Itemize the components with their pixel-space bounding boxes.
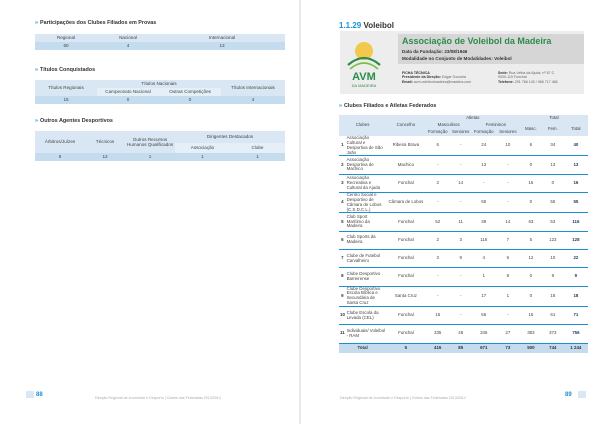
sede-postal: 9000-115 Funchal [498,75,527,80]
m-seniores: 14 [450,174,472,192]
club-concelho: Funchal [386,306,425,324]
f-seniores: - [496,174,520,192]
page-title [339,21,394,30]
header-campeonato-nacional: Campeonato Nacional [97,88,159,96]
table-total-row [339,343,588,353]
club-concelho: Câmara de Lobos [386,192,425,212]
m-seniores: - [450,306,472,324]
m-seniores: 9 [450,249,472,267]
m-seniores: 3 [450,231,472,249]
f-seniores: 14 [496,213,520,231]
m-formacao: - [426,192,450,212]
header-titulos-regionais: Títulos Regionais [35,80,97,96]
total-label: Total [339,343,386,353]
club-concelho: Ribeira Brava [386,136,425,156]
value-regional: 60 [35,42,97,50]
header-regional: Regional [35,34,97,42]
section-title-text: Títulos Conquistados [40,67,96,73]
phone-label: Telefone: [498,79,514,84]
f-formacao: 55 [472,192,496,212]
page-number-box [26,391,34,398]
header-total-col: Total [564,122,588,136]
value-internacional: 13 [159,42,285,50]
total-fem: 123 [542,231,564,249]
club-name: Club Sport Marítimo da Madeira [346,213,387,231]
table-header-row [35,80,285,88]
club-name: Club Sports da Madeira [346,231,387,249]
header-m-seniores: Seniores [450,129,472,136]
section-title-text: Participações dos Clubes Filiados em Provas [40,20,157,26]
value-nacional: 4 [97,42,159,50]
f-seniores: - [496,156,520,174]
f-seniores: 8 [496,268,520,286]
club-name: Associação de Voleibol da Madeira [402,36,552,46]
row-number: 4 [339,192,346,212]
club-concelho: Funchal [386,213,425,231]
club-name: Associação Recreativa e Cultural da Ajuda [346,174,387,192]
table-row [339,192,588,212]
total-masc: 6 [520,136,542,156]
header-masculinos: Masculinos [426,122,472,129]
participacoes-table [35,34,285,50]
row-number: 2 [339,156,346,174]
footer-text: Direção Regional de Juventude e Desporto | Clubes das Federadas 2013/2014 [340,396,466,400]
table-row [339,136,588,156]
table-row [339,325,588,343]
total-masc: 0 [520,156,542,174]
value-titulos-internacionais: 4 [221,96,285,104]
header-f-seniores: Seniores [496,129,520,136]
total-row: 116 [564,213,588,231]
row-number: 9 [339,286,346,306]
header-nacional: Nacional [97,34,159,42]
club-name: Associação Cultural e Desportiva de São João [346,136,387,156]
double-chevron-right-icon: » [35,67,38,73]
total-fem: 10 [542,249,564,267]
section-title-participacoes [35,20,156,26]
sede-label: Sede: [498,71,508,75]
club-concelho: Funchal [386,325,425,343]
total-masc: 15 [520,306,542,324]
f-seniores: - [496,306,520,324]
row-number: 5 [339,213,346,231]
header-fem: Fem. [542,122,564,136]
m-formacao: 6 [426,136,450,156]
total-fem: 61 [542,306,564,324]
row-number: 10 [339,306,346,324]
total-f-formacao: 671 [472,343,496,353]
total-masc: 12 [520,249,542,267]
total-row: 9 [564,268,588,286]
club-concelho: Santa Cruz [386,286,425,306]
club-info-card [340,31,584,94]
total-masc: 0 [520,192,542,212]
value-tecnicos: 12 [85,153,125,161]
m-formacao: 52 [426,213,450,231]
header-femininos: Femininos [472,122,520,129]
value-campeonato-nacional: 0 [97,96,159,104]
club-name: Individuais/ Voleibol - RAM [346,325,387,343]
f-seniores: 10 [496,136,520,156]
value-titulos-regionais: 15 [35,96,97,104]
header-tecnicos: Técnicos [85,131,125,153]
row-number: 1 [339,136,346,156]
m-formacao: 3 [426,249,450,267]
value-outros-recursos: 1 [125,153,175,161]
f-formacao: 56 [472,306,496,324]
total-fem: 55 [542,192,564,212]
ficha-contact [498,71,558,84]
total-all: 1 244 [564,343,588,353]
row-number: 7 [339,249,346,267]
total-fem: 34 [542,136,564,156]
double-chevron-right-icon: » [339,103,342,109]
double-chevron-right-icon: » [35,20,38,26]
value-arbitros: 6 [35,153,85,161]
f-formacao: 17 [472,286,496,306]
total-fem: 53 [542,213,564,231]
f-seniores: - [496,192,520,212]
total-masc: 16 [520,174,542,192]
f-seniores: 7 [496,231,520,249]
header-m-formacao: Formação [426,129,450,136]
m-formacao: - [426,156,450,174]
section-title-titulos [35,67,95,73]
total-m-seniores: 85 [450,343,472,353]
section-title-text: Clubes Filiados e Atletas Federados [344,103,437,109]
total-fem: 0 [542,174,564,192]
total-clubs: 5 [386,343,425,353]
m-formacao: 2 [426,174,450,192]
total-f-seniores: 73 [496,343,520,353]
f-formacao: 13 [472,156,496,174]
total-masc: 500 [520,343,542,353]
header-clubes: Clubes [339,115,386,136]
value-associacao: 1 [175,153,230,161]
total-row: 756 [564,325,588,343]
header-dirigentes: Dirigentes Destacados [175,131,285,143]
sede-address: Rua Velha da Ajuda, nº 87 C [508,71,555,75]
header-arbitros: Árbitros/Juízes [35,131,85,153]
f-formacao: - [472,174,496,192]
page-gutter [299,0,301,424]
total-masc: 0 [520,286,542,306]
m-seniores: - [450,156,472,174]
table-row [339,249,588,267]
club-name: Clube Escola da Levada (CEL) [346,306,387,324]
total-fem: 744 [542,343,564,353]
header-f-formacao: Formação [472,129,496,136]
header-outros-recursos: Outros Recursos Humanos Qualificados [125,131,175,153]
m-seniores: 11 [450,213,472,231]
president-label: Presidente da Direção: [402,75,441,80]
total-masc: 383 [520,325,542,343]
total-fem: 373 [542,325,564,343]
m-formacao: - [426,286,450,306]
total-fem: 13 [542,156,564,174]
header-associacao: Associação [175,143,230,153]
double-chevron-right-icon: » [35,118,38,124]
f-seniores: 1 [496,286,520,306]
table-row [339,306,588,324]
club-email[interactable]: avm.voleibolmadeira@madeira.com [413,79,472,84]
total-row: 128 [564,231,588,249]
club-name: Clube Desportivo Escola Bíblica e Secundária de Santa Cruz [346,286,387,306]
table-value-row [35,153,285,161]
m-formacao: 335 [426,325,450,343]
titulos-table [35,80,285,104]
section-number: 1.1.29 [339,21,362,30]
header-internacional: Internacional [159,34,285,42]
total-fem: 18 [542,286,564,306]
m-seniores: 48 [450,325,472,343]
total-m-formacao: 415 [426,343,450,353]
header-clube: Clube [230,143,285,153]
club-name: Centro Social e Desportivo de Câmara de Lobos (C.S.D.C.L.) [346,192,387,212]
club-logo [342,37,386,89]
total-fem: 9 [542,268,564,286]
club-founded: Data da Fundação: 23/08/1946 [402,49,468,54]
m-seniores: - [450,136,472,156]
table-row [339,268,588,286]
f-seniores: 6 [496,249,520,267]
header-concelho: Concelho [386,115,425,136]
f-formacao: 39 [472,213,496,231]
table-header-row [339,115,588,122]
ficha-title: FICHA TÉCNICA [402,71,430,75]
president-name: Edgar Gouveia [441,75,466,80]
club-name: Clube Desportivo Barreirense [346,268,387,286]
club-concelho: Funchal [386,268,425,286]
total-row: 18 [564,286,588,306]
clubes-atletas-table [339,115,588,353]
ficha-tecnica [402,71,471,84]
row-number: 6 [339,231,346,249]
agentes-table [35,131,285,161]
logo-text: AVM [352,71,376,83]
m-formacao: 15 [426,306,450,324]
table-row [339,174,588,192]
row-number: 8 [339,268,346,286]
f-formacao: 4 [472,249,496,267]
table-row [339,213,588,231]
header-outras-competicoes: Outras Competições [159,88,221,96]
table-row [339,156,588,174]
club-rows [339,136,588,343]
f-formacao: 24 [472,136,496,156]
club-name: Clube de Futebol Carvalheiro [346,249,387,267]
section-title-agentes [35,118,113,124]
club-concelho: Funchal [386,174,425,192]
table-row [339,231,588,249]
header-titulos-internacionais: Títulos Internacionais [221,80,285,96]
f-formacao: 116 [472,231,496,249]
club-modality: Modalidade no Conjunto de Modalidades: Voleibol [402,56,512,61]
f-formacao: 346 [472,325,496,343]
section-name: Voleibol [363,21,395,30]
total-row: 40 [564,136,588,156]
total-row: 55 [564,192,588,212]
page-number-box [578,391,586,398]
m-formacao: - [426,268,450,286]
table-header-row [35,131,285,143]
page-number: 89 [565,392,572,398]
total-row: 22 [564,249,588,267]
club-concelho: Funchal [386,249,425,267]
f-formacao: 1 [472,268,496,286]
total-row: 13 [564,156,588,174]
section-title-clubes [339,103,436,109]
total-masc: 5 [520,231,542,249]
total-row: 71 [564,306,588,324]
total-masc: 63 [520,213,542,231]
club-concelho: Funchal [386,231,425,249]
club-concelho: Machico [386,156,425,174]
table-header-row [35,34,285,42]
email-label: Email: [402,79,413,84]
table-value-row [35,42,285,50]
m-seniores: - [450,192,472,212]
m-seniores: - [450,286,472,306]
section-title-text: Outros Agentes Desportivos [40,118,113,124]
logo-subtext: DA MADEIRA [351,83,377,88]
table-value-row [35,96,285,104]
f-seniores: 27 [496,325,520,343]
header-titulos-nacionais: Títulos Nacionais [97,80,221,88]
total-masc: 0 [520,268,542,286]
value-outras-competicoes: 0 [159,96,221,104]
header-masc: Masc. [520,122,542,136]
club-phone: 291 766 140 / 966 717 466 [514,79,558,84]
row-number: 11 [339,325,346,343]
club-name: Associação Desportiva de Machico [346,156,387,174]
header-atletas: Atletas [426,115,520,122]
m-seniores: - [450,268,472,286]
value-clube: 1 [230,153,285,161]
page-number: 88 [36,392,43,398]
row-number: 3 [339,174,346,192]
header-total: Total [520,115,588,122]
m-formacao: 2 [426,231,450,249]
total-row: 16 [564,174,588,192]
table-row [339,286,588,306]
footer-text: Direção Regional de Juventude e Desporto | Clubes das Federadas 2013/2014 [95,396,221,400]
